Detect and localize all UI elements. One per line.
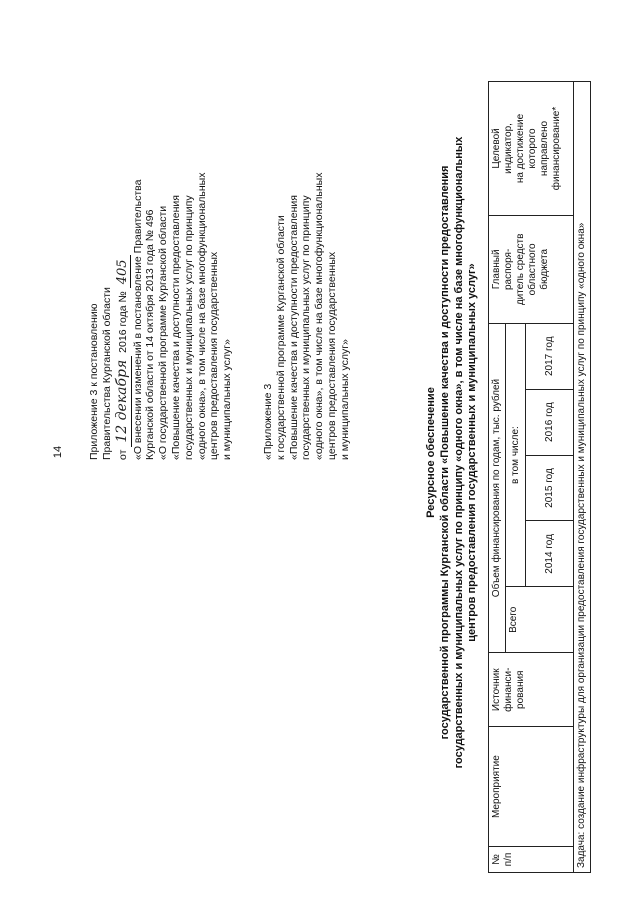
header-col-indicator: Целевой индикатор, на достижение которого направлено финансирование* bbox=[489, 82, 574, 216]
title-line: Ресурсное обеспечение bbox=[425, 387, 437, 518]
appendix-line: «Приложение 3 bbox=[262, 383, 274, 460]
header-col-manager: Главный распоря- дитель средств областного бюджета bbox=[489, 215, 574, 323]
header-year: 2016 год bbox=[526, 389, 574, 455]
header-col-event: Мероприятие bbox=[489, 727, 574, 847]
appendix-line: и муниципальных услуг» bbox=[338, 339, 351, 460]
header-year: 2017 год bbox=[526, 323, 574, 389]
appendix-line: государственных и муниципальных услуг по принципу bbox=[300, 195, 313, 460]
date-prefix: от bbox=[116, 449, 129, 460]
appendix-line: «одного окна», в том числе на базе многофункциональных bbox=[313, 172, 326, 460]
task-row: Задача: создание инфраструктуры для организации предоставления государственных и муниципальных услуг по принципу «одного окна» bbox=[574, 82, 591, 873]
header-year: 2015 год bbox=[526, 455, 574, 521]
header-col-including: в том числе: bbox=[506, 323, 526, 587]
handwritten-date: 12 декабря bbox=[114, 356, 132, 447]
appendix-line: центров предоставления государственных bbox=[325, 251, 338, 460]
date-middle: 2016 года № bbox=[116, 291, 129, 353]
title-line: государственных и муниципальных услуг по принципу «одного окна», в том числе на базе многофункциональных bbox=[452, 136, 465, 769]
header-col-volume: Объем финансирования по годам, тыс. рублей bbox=[489, 323, 506, 652]
approval-line: «одного окна», в том числе на базе многофункциональных bbox=[195, 172, 208, 460]
resource-table bbox=[488, 81, 591, 873]
header-year: 2014 год bbox=[526, 521, 574, 587]
page-number: 14 bbox=[52, 445, 64, 459]
approval-line: Правительства Курганской области bbox=[100, 287, 113, 460]
approval-line: «Повышение качества и доступности предоставления bbox=[170, 195, 183, 460]
approval-line: «О государственной программе Курганской области bbox=[157, 205, 170, 460]
approval-line: центров предоставления государственных bbox=[208, 251, 221, 460]
title-line: центров предоставления государственных и муниципальных услуг» bbox=[466, 263, 479, 642]
header-col-source: Источник финанси- рования bbox=[489, 653, 574, 727]
approval-line: Приложение 3 к постановлению bbox=[88, 303, 100, 460]
handwritten-number: 405 bbox=[115, 255, 132, 288]
title-line: государственной программы Курганской области «Повышение качества и доступности предоставления bbox=[438, 165, 451, 740]
header-col-total: Всего bbox=[506, 587, 574, 653]
header-col-number: № п/п bbox=[489, 847, 574, 873]
approval-block bbox=[88, 30, 234, 460]
approval-line: Курганской области от 14 октября 2013 года № 496 bbox=[144, 209, 157, 460]
appendix-block bbox=[262, 20, 352, 460]
approval-date-line bbox=[114, 30, 132, 460]
document-title bbox=[425, 80, 480, 825]
approval-line: государственных и муниципальных услуг по принципу bbox=[182, 195, 195, 460]
approval-line: «О внесении изменений в постановление Правительства bbox=[131, 179, 144, 460]
appendix-line: «Повышение качества и доступности предоставления bbox=[287, 195, 300, 460]
appendix-line: к государственной программе Курганской области bbox=[274, 215, 287, 460]
approval-line: и муниципальных услуг» bbox=[221, 339, 234, 460]
